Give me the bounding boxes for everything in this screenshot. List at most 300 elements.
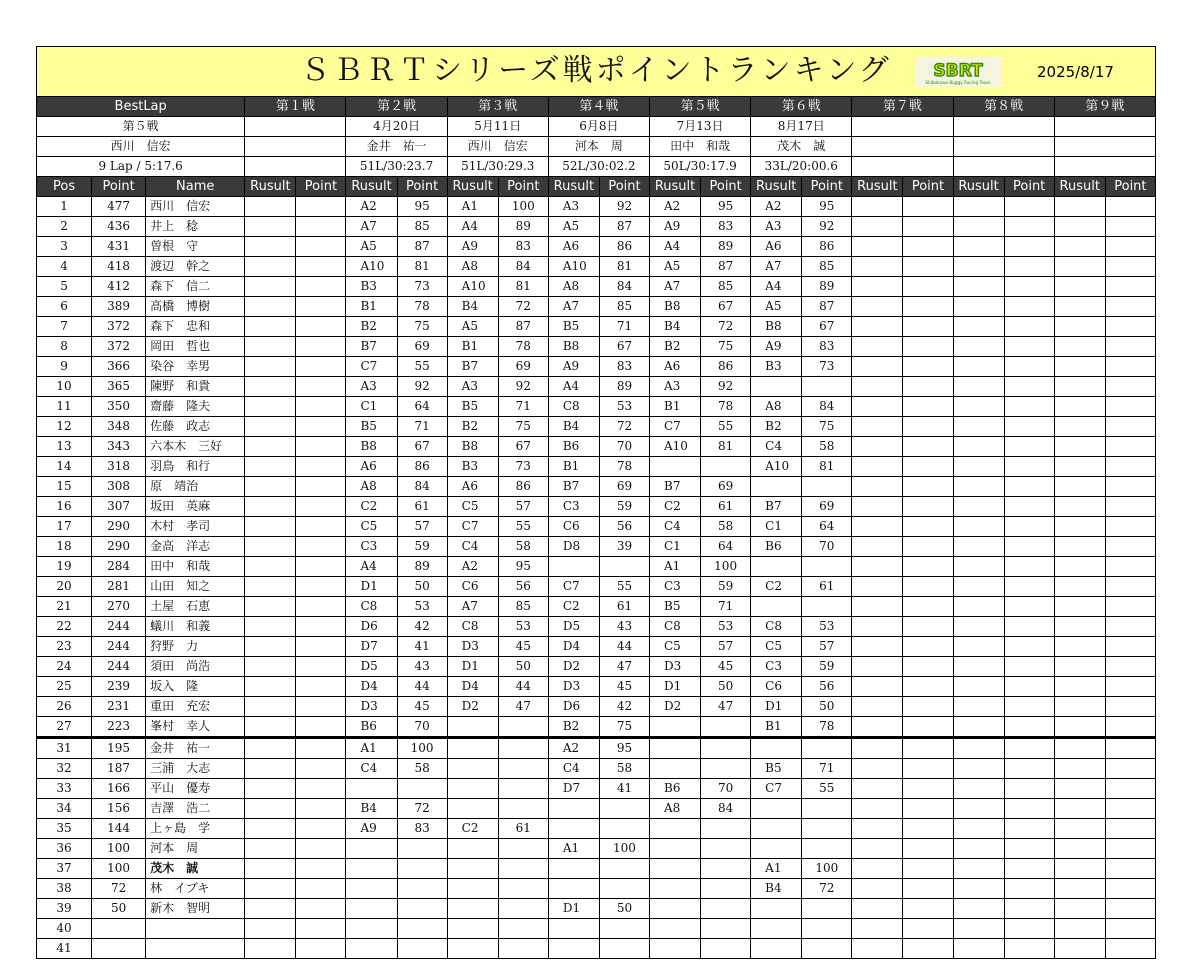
round-point-cell xyxy=(802,738,852,759)
result-cell xyxy=(953,557,1004,577)
result-cell: A10 xyxy=(751,457,802,477)
result-cell: C2 xyxy=(346,497,397,517)
result-cell: A8 xyxy=(548,277,599,297)
result-cell: B1 xyxy=(548,457,599,477)
racer-name-cell: 金高 洋志 xyxy=(146,537,245,557)
round-header: 第３戦 xyxy=(447,97,548,117)
round-point-cell xyxy=(1105,317,1155,337)
round-date: 8月17日 xyxy=(751,117,852,137)
round-point-cell: 55 xyxy=(701,417,751,437)
round-point-cell xyxy=(802,557,852,577)
round-point-cell: 92 xyxy=(498,377,548,397)
table-row xyxy=(37,738,1156,759)
result-cell: D2 xyxy=(650,697,701,717)
round-point-cell: 100 xyxy=(599,839,649,859)
round-point-cell xyxy=(1105,497,1155,517)
round-point-cell xyxy=(701,939,751,959)
result-cell: A6 xyxy=(650,357,701,377)
pos-cell: 15 xyxy=(37,477,92,497)
round-point-cell xyxy=(397,899,447,919)
pos-cell: 11 xyxy=(37,397,92,417)
round-point-cell xyxy=(1105,357,1155,377)
round-point-cell: 50 xyxy=(802,697,852,717)
result-cell: B1 xyxy=(447,337,498,357)
round-point-cell xyxy=(296,779,346,799)
result-cell xyxy=(447,859,498,879)
result-cell xyxy=(852,597,903,617)
round-point-cell xyxy=(1105,939,1155,959)
pos-cell: 10 xyxy=(37,377,92,397)
result-cell xyxy=(245,779,296,799)
round-point-cell xyxy=(802,839,852,859)
round-point-cell xyxy=(1004,457,1054,477)
col-round-point: Point xyxy=(397,177,447,197)
round-point-cell: 41 xyxy=(599,779,649,799)
round-point-cell xyxy=(397,859,447,879)
pos-cell: 37 xyxy=(37,859,92,879)
result-cell xyxy=(953,297,1004,317)
result-cell: D7 xyxy=(346,637,397,657)
racer-name-cell: 須田 尚浩 xyxy=(146,657,245,677)
result-cell: B5 xyxy=(548,317,599,337)
result-cell xyxy=(346,919,397,939)
round-date: 6月8日 xyxy=(548,117,649,137)
round-point-cell: 83 xyxy=(397,819,447,839)
round-point-cell xyxy=(1004,697,1054,717)
racer-name-cell: 平山 優寿 xyxy=(146,779,245,799)
result-cell xyxy=(953,477,1004,497)
result-cell xyxy=(1054,197,1105,217)
table-row xyxy=(37,697,1156,717)
result-cell: A6 xyxy=(548,237,599,257)
round-point-cell: 83 xyxy=(498,237,548,257)
result-cell xyxy=(953,337,1004,357)
round-point-cell: 55 xyxy=(498,517,548,537)
result-cell: A1 xyxy=(751,859,802,879)
round-point-cell: 59 xyxy=(599,497,649,517)
result-cell xyxy=(852,859,903,879)
round-point-cell: 67 xyxy=(397,437,447,457)
total-point-cell: 187 xyxy=(92,759,146,779)
round-point-cell: 69 xyxy=(397,337,447,357)
round-point-cell xyxy=(296,717,346,738)
round-point-cell: 61 xyxy=(397,497,447,517)
col-round-point: Point xyxy=(1004,177,1054,197)
pos-cell: 26 xyxy=(37,697,92,717)
result-cell: D5 xyxy=(548,617,599,637)
racer-name-cell: 坂入 隆 xyxy=(146,677,245,697)
result-cell xyxy=(548,799,599,819)
round-point-cell: 67 xyxy=(802,317,852,337)
round-point-cell xyxy=(498,859,548,879)
result-cell xyxy=(1054,537,1105,557)
result-cell xyxy=(953,779,1004,799)
result-cell xyxy=(852,717,903,738)
round-point-cell xyxy=(1004,277,1054,297)
result-cell xyxy=(852,637,903,657)
bestlap-header: BestLap xyxy=(37,97,245,117)
total-point-cell: 100 xyxy=(92,839,146,859)
result-cell: B8 xyxy=(751,317,802,337)
result-cell: A4 xyxy=(751,277,802,297)
table-row xyxy=(37,457,1156,477)
pos-cell: 3 xyxy=(37,237,92,257)
round-point-cell xyxy=(802,799,852,819)
round-point-cell xyxy=(1004,919,1054,939)
round-point-cell xyxy=(1004,799,1054,819)
racer-name-cell: 原 靖治 xyxy=(146,477,245,497)
result-cell: D3 xyxy=(346,697,397,717)
round-point-cell: 92 xyxy=(599,197,649,217)
col-result: Rusult xyxy=(953,177,1004,197)
result-cell xyxy=(852,497,903,517)
round-point-cell xyxy=(296,457,346,477)
result-cell xyxy=(1054,697,1105,717)
round-point-cell: 95 xyxy=(802,197,852,217)
result-cell xyxy=(1054,517,1105,537)
round-point-cell xyxy=(802,597,852,617)
round-point-cell xyxy=(903,457,953,477)
round-point-cell xyxy=(903,759,953,779)
round-point-cell xyxy=(1105,377,1155,397)
result-cell: C3 xyxy=(346,537,397,557)
round-point-cell: 71 xyxy=(498,397,548,417)
result-cell xyxy=(953,277,1004,297)
result-cell xyxy=(650,919,701,939)
result-cell: B2 xyxy=(650,337,701,357)
result-cell xyxy=(245,357,296,377)
round-point-cell xyxy=(296,377,346,397)
result-cell xyxy=(953,237,1004,257)
round-header: 第４戦 xyxy=(548,97,649,117)
result-cell: A10 xyxy=(650,437,701,457)
result-cell: B7 xyxy=(346,337,397,357)
round-point-cell: 61 xyxy=(599,597,649,617)
col-result: Rusult xyxy=(650,177,701,197)
round-point-cell xyxy=(903,839,953,859)
round-point-cell xyxy=(802,819,852,839)
round-point-cell: 58 xyxy=(599,759,649,779)
result-cell xyxy=(1054,457,1105,477)
result-cell xyxy=(953,437,1004,457)
round-point-cell: 95 xyxy=(599,738,649,759)
round-point-cell: 39 xyxy=(599,537,649,557)
result-cell xyxy=(953,417,1004,437)
result-cell: C6 xyxy=(751,677,802,697)
result-cell: A9 xyxy=(346,819,397,839)
racer-name-cell: 渡辺 幹之 xyxy=(146,257,245,277)
round-point-cell xyxy=(1105,577,1155,597)
result-cell xyxy=(953,697,1004,717)
result-cell xyxy=(1054,899,1105,919)
result-cell xyxy=(1054,337,1105,357)
result-cell xyxy=(650,457,701,477)
result-cell: C3 xyxy=(650,577,701,597)
result-cell: B3 xyxy=(751,357,802,377)
round-point-cell xyxy=(397,919,447,939)
result-cell xyxy=(852,477,903,497)
result-cell xyxy=(1054,799,1105,819)
round-point-cell: 69 xyxy=(599,477,649,497)
col-round-point: Point xyxy=(802,177,852,197)
round-date: 7月13日 xyxy=(650,117,751,137)
round-point-cell: 56 xyxy=(599,517,649,537)
table-row xyxy=(37,317,1156,337)
result-cell: B4 xyxy=(650,317,701,337)
result-cell xyxy=(852,417,903,437)
pos-cell: 25 xyxy=(37,677,92,697)
racer-name-cell: 齋藤 隆夫 xyxy=(146,397,245,417)
result-cell xyxy=(245,919,296,939)
round-point-cell xyxy=(1105,437,1155,457)
racer-name-cell: 林 イブキ xyxy=(146,879,245,899)
round-point-cell xyxy=(802,919,852,939)
round-point-cell xyxy=(296,597,346,617)
result-cell: D1 xyxy=(447,657,498,677)
result-cell: B2 xyxy=(346,317,397,337)
round-point-cell xyxy=(1004,577,1054,597)
result-cell: A9 xyxy=(548,357,599,377)
round-date xyxy=(245,117,346,137)
round-point-cell xyxy=(1105,457,1155,477)
pos-cell: 33 xyxy=(37,779,92,799)
round-point-cell: 55 xyxy=(802,779,852,799)
round-point-cell: 83 xyxy=(599,357,649,377)
round-point-cell xyxy=(296,919,346,939)
round-date: 5月11日 xyxy=(447,117,548,137)
result-cell xyxy=(245,517,296,537)
result-cell xyxy=(1054,939,1105,959)
round-point-cell: 85 xyxy=(802,257,852,277)
table-row xyxy=(37,677,1156,697)
col-result: Rusult xyxy=(1054,177,1105,197)
round-point-cell: 61 xyxy=(802,577,852,597)
result-cell xyxy=(751,799,802,819)
racer-name-cell: 曽根 守 xyxy=(146,237,245,257)
round-point-cell: 89 xyxy=(599,377,649,397)
round-date xyxy=(953,117,1054,137)
round-point-cell xyxy=(498,839,548,859)
result-cell: A8 xyxy=(650,799,701,819)
round-point-cell xyxy=(1004,497,1054,517)
round-point-cell xyxy=(1004,557,1054,577)
racer-name-cell xyxy=(146,919,245,939)
round-point-cell xyxy=(296,879,346,899)
result-cell xyxy=(1054,677,1105,697)
result-cell: B4 xyxy=(346,799,397,819)
result-cell xyxy=(650,759,701,779)
round-point-cell xyxy=(296,357,346,377)
round-header-row xyxy=(37,97,1156,117)
result-cell xyxy=(650,939,701,959)
result-cell xyxy=(245,337,296,357)
result-cell: A8 xyxy=(346,477,397,497)
result-cell xyxy=(852,277,903,297)
round-point-cell xyxy=(296,517,346,537)
round-laps: 51L/30:29.3 xyxy=(447,157,548,177)
table-row xyxy=(37,277,1156,297)
result-cell: C5 xyxy=(346,517,397,537)
round-laps-row xyxy=(37,157,1156,177)
round-point-cell xyxy=(1004,377,1054,397)
round-point-cell xyxy=(1004,859,1054,879)
round-point-cell: 92 xyxy=(397,377,447,397)
round-point-cell: 70 xyxy=(802,537,852,557)
racer-name-cell: 西川 信宏 xyxy=(146,197,245,217)
round-point-cell xyxy=(296,417,346,437)
round-point-cell: 83 xyxy=(802,337,852,357)
round-point-cell xyxy=(296,437,346,457)
result-cell xyxy=(1054,257,1105,277)
col-point: Point xyxy=(92,177,146,197)
result-cell: B7 xyxy=(650,477,701,497)
result-cell: A2 xyxy=(346,197,397,217)
result-cell: C7 xyxy=(447,517,498,537)
round-point-cell xyxy=(1004,839,1054,859)
round-winner xyxy=(1054,137,1155,157)
round-point-cell: 70 xyxy=(397,717,447,738)
round-point-cell xyxy=(296,738,346,759)
result-cell: A3 xyxy=(346,377,397,397)
result-cell: D4 xyxy=(346,677,397,697)
round-point-cell: 89 xyxy=(397,557,447,577)
round-point-cell xyxy=(1004,397,1054,417)
racer-name-cell: 新木 智明 xyxy=(146,899,245,919)
round-point-cell: 44 xyxy=(599,637,649,657)
logo-text: SBRT xyxy=(933,61,983,81)
logo-subtitle: Shibukawa Buggy Racing Team xyxy=(925,80,991,85)
round-point-cell xyxy=(296,759,346,779)
result-cell xyxy=(852,697,903,717)
result-cell xyxy=(953,637,1004,657)
racer-name-cell: 上ヶ島 学 xyxy=(146,819,245,839)
racer-name-cell: 井上 稔 xyxy=(146,217,245,237)
total-point-cell: 290 xyxy=(92,517,146,537)
round-point-cell: 61 xyxy=(498,819,548,839)
round-point-cell xyxy=(903,337,953,357)
result-cell: A1 xyxy=(650,557,701,577)
result-cell xyxy=(1054,577,1105,597)
racer-name-cell: 峯村 幸人 xyxy=(146,717,245,738)
round-point-cell xyxy=(296,657,346,677)
result-cell xyxy=(548,859,599,879)
round-point-cell xyxy=(498,939,548,959)
round-point-cell xyxy=(296,257,346,277)
round-point-cell: 59 xyxy=(397,537,447,557)
round-point-cell xyxy=(903,317,953,337)
round-point-cell xyxy=(296,557,346,577)
result-cell xyxy=(953,397,1004,417)
racer-name-cell: 坂田 英麻 xyxy=(146,497,245,517)
round-point-cell xyxy=(903,517,953,537)
result-cell xyxy=(1054,597,1105,617)
result-cell xyxy=(751,819,802,839)
result-cell xyxy=(1054,839,1105,859)
round-point-cell xyxy=(701,457,751,477)
result-cell xyxy=(1054,819,1105,839)
racer-name-cell: 山田 知之 xyxy=(146,577,245,597)
result-cell xyxy=(245,819,296,839)
result-cell: C4 xyxy=(751,437,802,457)
table-row xyxy=(37,879,1156,899)
result-cell xyxy=(953,217,1004,237)
total-point-cell: 195 xyxy=(92,738,146,759)
result-cell: D7 xyxy=(548,779,599,799)
round-point-cell: 41 xyxy=(397,637,447,657)
result-cell xyxy=(852,457,903,477)
round-point-cell: 86 xyxy=(397,457,447,477)
result-cell xyxy=(245,377,296,397)
result-cell: C7 xyxy=(346,357,397,377)
result-cell: A3 xyxy=(751,217,802,237)
round-point-cell: 53 xyxy=(599,397,649,417)
table-row xyxy=(37,417,1156,437)
result-cell: C1 xyxy=(346,397,397,417)
total-point-cell: 72 xyxy=(92,879,146,899)
total-point-cell: 244 xyxy=(92,657,146,677)
round-point-cell: 87 xyxy=(701,257,751,277)
result-cell xyxy=(346,779,397,799)
result-cell xyxy=(548,819,599,839)
round-point-cell: 57 xyxy=(701,637,751,657)
result-cell: A6 xyxy=(447,477,498,497)
result-cell xyxy=(1054,297,1105,317)
table-row xyxy=(37,497,1156,517)
result-cell xyxy=(852,759,903,779)
round-point-cell: 58 xyxy=(498,537,548,557)
result-cell: B6 xyxy=(548,437,599,457)
round-point-cell xyxy=(903,377,953,397)
round-winner: 田中 和哉 xyxy=(650,137,751,157)
result-cell: C7 xyxy=(650,417,701,437)
round-point-cell xyxy=(296,277,346,297)
round-point-cell xyxy=(903,657,953,677)
result-cell xyxy=(852,657,903,677)
result-cell xyxy=(953,257,1004,277)
pos-cell: 14 xyxy=(37,457,92,477)
round-point-cell xyxy=(903,197,953,217)
round-point-cell: 58 xyxy=(802,437,852,457)
result-cell xyxy=(1054,637,1105,657)
round-point-cell xyxy=(296,237,346,257)
round-date xyxy=(852,117,953,137)
result-cell: D3 xyxy=(447,637,498,657)
result-cell: C5 xyxy=(650,637,701,657)
table-row xyxy=(37,397,1156,417)
total-point-cell: 244 xyxy=(92,617,146,637)
result-cell: A7 xyxy=(548,297,599,317)
col-result: Rusult xyxy=(852,177,903,197)
round-point-cell: 53 xyxy=(397,597,447,617)
round-point-cell xyxy=(1004,217,1054,237)
table-row xyxy=(37,637,1156,657)
result-cell xyxy=(953,899,1004,919)
round-point-cell xyxy=(296,819,346,839)
table-row xyxy=(37,939,1156,959)
result-cell xyxy=(751,477,802,497)
pos-cell: 35 xyxy=(37,819,92,839)
result-cell xyxy=(447,738,498,759)
result-cell xyxy=(751,597,802,617)
round-point-cell: 58 xyxy=(701,517,751,537)
round-point-cell xyxy=(1105,217,1155,237)
result-cell: C2 xyxy=(650,497,701,517)
round-point-cell xyxy=(903,237,953,257)
racer-name-cell: 吉澤 浩二 xyxy=(146,799,245,819)
pos-cell: 36 xyxy=(37,839,92,859)
col-round-point: Point xyxy=(498,177,548,197)
total-point-cell: 365 xyxy=(92,377,146,397)
